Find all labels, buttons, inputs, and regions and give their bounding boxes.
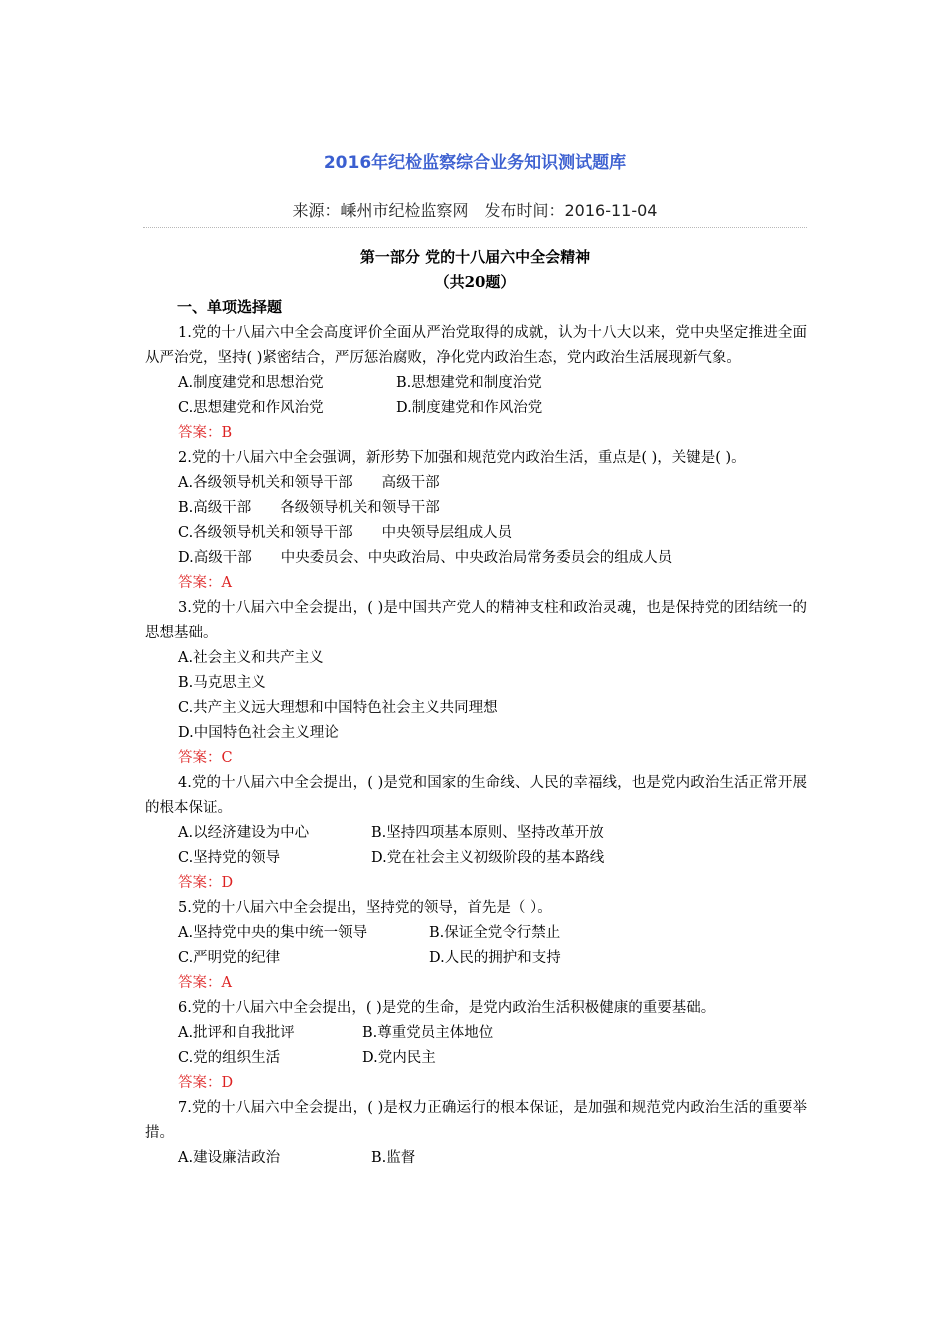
source-line: 来源：嵊州市纪检监察网 发布时间：2016-11-04 [143,198,807,228]
option-row [178,821,807,846]
question-stem: 3.党的十八届六中全会提出，( )是中国共产党人的精神支柱和政治灵魂，也是保持党的团结统一的思想基础。 [145,600,807,641]
question-stem: 4.党的十八届六中全会提出，( )是党和国家的生命线、人民的幸福线，也是党内政治生活正常开展的根本保证。 [145,775,807,816]
option-a: A.建设廉洁政治 [178,1150,281,1166]
question-list [145,321,807,1171]
option-row [178,371,807,396]
option-row [178,921,807,946]
section-heading: 一、单项选择题 [177,298,283,316]
option-row [178,396,807,421]
option-a: A.坚持党中央的集中统一领导 [178,925,368,941]
option-b: B.高级干部 各级领导机关和领导干部 [178,500,440,516]
option-row [178,846,807,871]
option-b: B.坚持四项基本原则、坚持改革开放 [371,825,604,841]
part-title: 第一部分 党的十八届六中全会精神 [359,248,591,266]
answer: 答案：C [178,750,233,766]
option-row [178,1046,807,1071]
answer: 答案：D [178,1075,234,1091]
option-row [178,1021,807,1046]
answer: 答案：B [178,425,233,441]
option-d: D.人民的拥护和支持 [429,950,561,966]
question-stem: 7.党的十八届六中全会提出，( )是权力正确运行的根本保证，是加强和规范党内政治生活的重要举措。 [145,1100,807,1141]
option-d: D.党在社会主义初级阶段的基本路线 [371,850,605,866]
option-a: A.制度建党和思想治党 [178,375,324,391]
answer: 答案：D [178,875,234,891]
question-stem: 5.党的十八届六中全会提出，坚持党的领导，首先是（ ）。 [178,900,552,916]
question-stem: 1.党的十八届六中全会高度评价全面从严治党取得的成就，认为十八大以来，党中央坚定推进全面从严治党，坚持( )紧密结合，严厉惩治腐败，净化党内政治生态，党内政治生活展现新气象。 [145,325,807,366]
option-d: D.党内民主 [362,1050,436,1066]
part-count: （共20题） [434,273,516,291]
option-c: C.党的组织生活 [178,1050,281,1066]
option-d: D.中国特色社会主义理论 [178,725,339,741]
question-stem: 2.党的十八届六中全会强调，新形势下加强和规范党内政治生活，重点是( )，关键是( )。 [178,450,746,466]
option-d: D.高级干部 中央委员会、中央政治局、中央政治局常务委员会的组成人员 [178,550,673,566]
option-b: B.尊重党员主体地位 [362,1025,494,1041]
option-row [178,1146,807,1171]
option-b: B.思想建党和制度治党 [396,375,542,391]
question-stem: 6.党的十八届六中全会提出，( )是党的生命，是党内政治生活积极健康的重要基础。 [178,1000,716,1016]
option-b: B.马克思主义 [178,675,266,691]
option-c: C.坚持党的领导 [178,850,281,866]
option-b: B.保证全党令行禁止 [429,925,561,941]
option-d: D.制度建党和作风治党 [396,400,543,416]
option-c: C.思想建党和作风治党 [178,400,324,416]
document-title: 2016年纪检监察综合业务知识测试题库 [323,153,627,173]
option-row [178,946,807,971]
option-a: A.批评和自我批评 [178,1025,295,1041]
option-c: C.各级领导机关和领导干部 中央领导层组成人员 [178,525,513,541]
option-a: A.各级领导机关和领导干部 高级干部 [178,475,440,491]
option-a: A.以经济建设为中心 [178,825,310,841]
option-c: C.共产主义远大理想和中国特色社会主义共同理想 [178,700,498,716]
option-b: B.监督 [371,1150,416,1166]
option-c: C.严明党的纪律 [178,950,281,966]
answer: 答案：A [178,575,232,591]
option-a: A.社会主义和共产主义 [178,650,324,666]
answer: 答案：A [178,975,232,991]
